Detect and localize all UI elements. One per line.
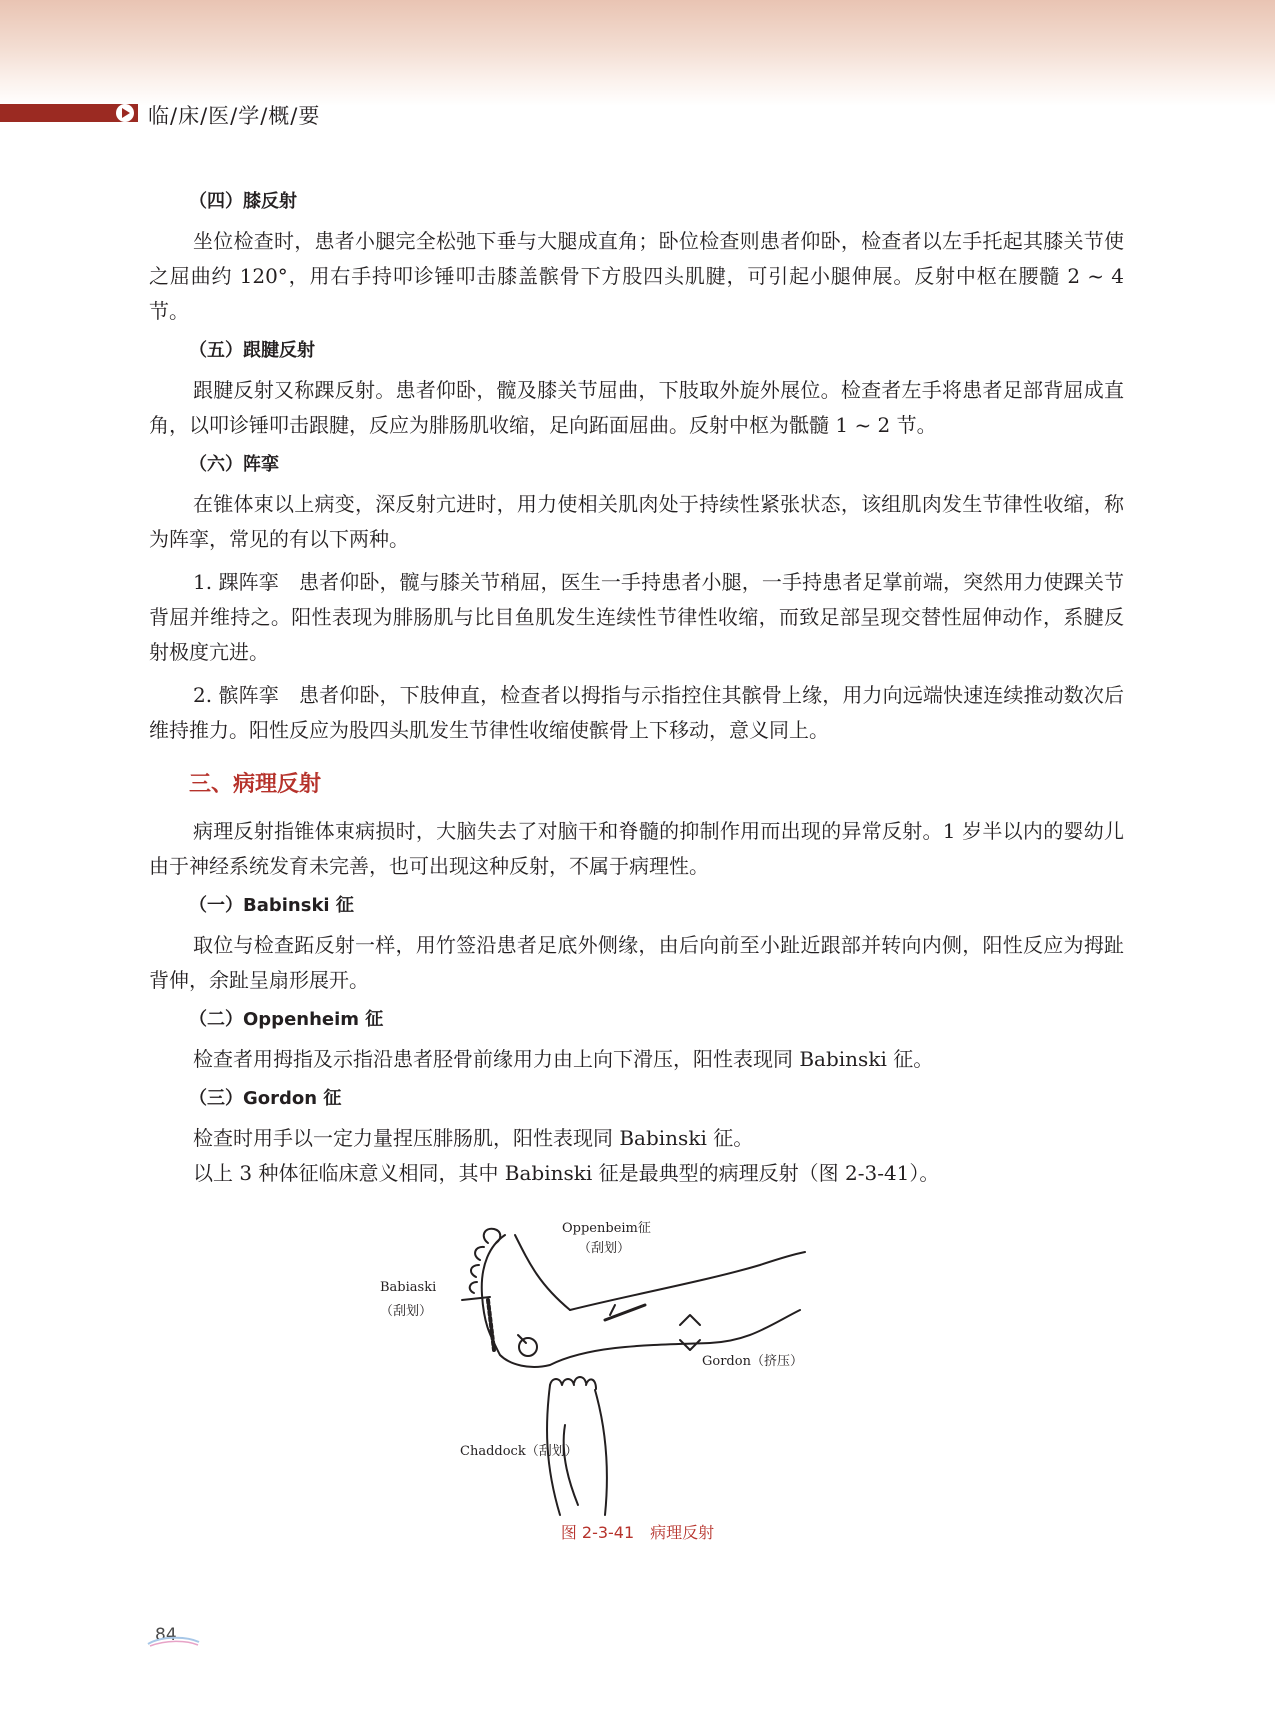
chapter-section-heading: 三、病理反射 — [189, 772, 322, 797]
section-heading: （四）膝反射 — [189, 191, 297, 212]
paragraph: 2. 髌阵挛 患者仰卧，下肢伸直，检查者以拇指与示指控住其髌骨上缘，用力向远端快速连续推动数次后维持推力。阳性反应为股四头肌发生节律性收缩使髌骨上下移动，意义同上。 — [149, 683, 1124, 742]
paragraph: 坐位检查时，患者小腿完全松弛下垂与大腿成直角；卧位检查则患者仰卧，检查者以左手托起其膝关节使之屈曲约 120°，用右手持叩诊锤叩击膝盖髌骨下方股四头肌腱，可引起小腿伸展。反射中枢在腰髓 2 ~ 4 节。 — [149, 229, 1124, 323]
paragraph: 以上 3 种体征临床意义相同，其中 Babinski 征是最典型的病理反射（图 2-3-41）。 — [193, 1161, 940, 1185]
label-babinski: Babiaski — [380, 1280, 437, 1295]
label-oppenheim: Oppenbeim征 — [562, 1221, 651, 1236]
label-gordon: Gordon（挤压） — [702, 1354, 803, 1369]
paragraph: 检查者用拇指及示指沿患者胫骨前缘用力由上向下滑压，阳性表现同 Babinski 征。 — [193, 1047, 934, 1071]
section-heading: （三）Gordon 征 — [189, 1088, 342, 1109]
page-number: 84 — [155, 1625, 177, 1645]
paragraph: 跟腱反射又称踝反射。患者仰卧，髋及膝关节屈曲，下肢取外旋外展位。检查者左手将患者足部背屈成直角，以叩诊锤叩击跟腱，反应为腓肠肌收缩，足向跖面屈曲。反射中枢为骶髓 1 ~ 2 节。 — [149, 378, 1124, 437]
page-number-swirl-icon — [146, 1636, 201, 1648]
paragraph: 在锥体束以上病变，深反射亢进时，用力使相关肌肉处于持续性紧张状态，该组肌肉发生节律性收缩，称为阵挛，常见的有以下两种。 — [149, 492, 1124, 551]
page-header-band — [0, 0, 1275, 106]
label-babinski-sub: （刮划） — [380, 1304, 433, 1319]
paragraph: 取位与检查跖反射一样，用竹签沿患者足底外侧缘，由后向前至小趾近跟部并转向内侧，阳性反应为拇趾背伸，余趾呈扇形展开。 — [149, 933, 1124, 992]
figure-caption: 图 2-3-41 病理反射 — [560, 1523, 715, 1542]
leg-illustration — [410, 1225, 870, 1525]
main-content — [149, 188, 1124, 1199]
label-oppenheim-sub: （刮划） — [578, 1241, 631, 1256]
book-title: 临/床/医/学/概/要 — [148, 104, 321, 128]
pathological-reflex-figure — [380, 1221, 870, 1525]
section-heading: （一）Babinski 征 — [189, 895, 354, 916]
section-heading: （六）阵挛 — [189, 454, 279, 475]
paragraph: 检查时用手以一定力量捏压腓肠肌，阳性表现同 Babinski 征。 — [193, 1126, 754, 1150]
arrow-right-icon — [116, 104, 134, 122]
paragraph: 1. 踝阵挛 患者仰卧，髋与膝关节稍屈，医生一手持患者小腿，一手持患者足掌前端，突然用力使踝关节背屈并维持之。阳性表现为腓肠肌与比目鱼肌发生连续性节律性收缩，而致足部呈现交替性屈伸动作，系腱反射极度亢进。 — [149, 570, 1124, 664]
section-heading: （五）跟腱反射 — [189, 340, 315, 361]
paragraph: 病理反射指锥体束病损时，大脑失去了对脑干和脊髓的抑制作用而出现的异常反射。1 岁半以内的婴幼儿由于神经系统发育未完善，也可出现这种反射，不属于病理性。 — [149, 819, 1124, 878]
section-heading: （二）Oppenheim 征 — [189, 1009, 384, 1030]
label-chaddock: Chaddock（刮划） — [460, 1444, 578, 1459]
